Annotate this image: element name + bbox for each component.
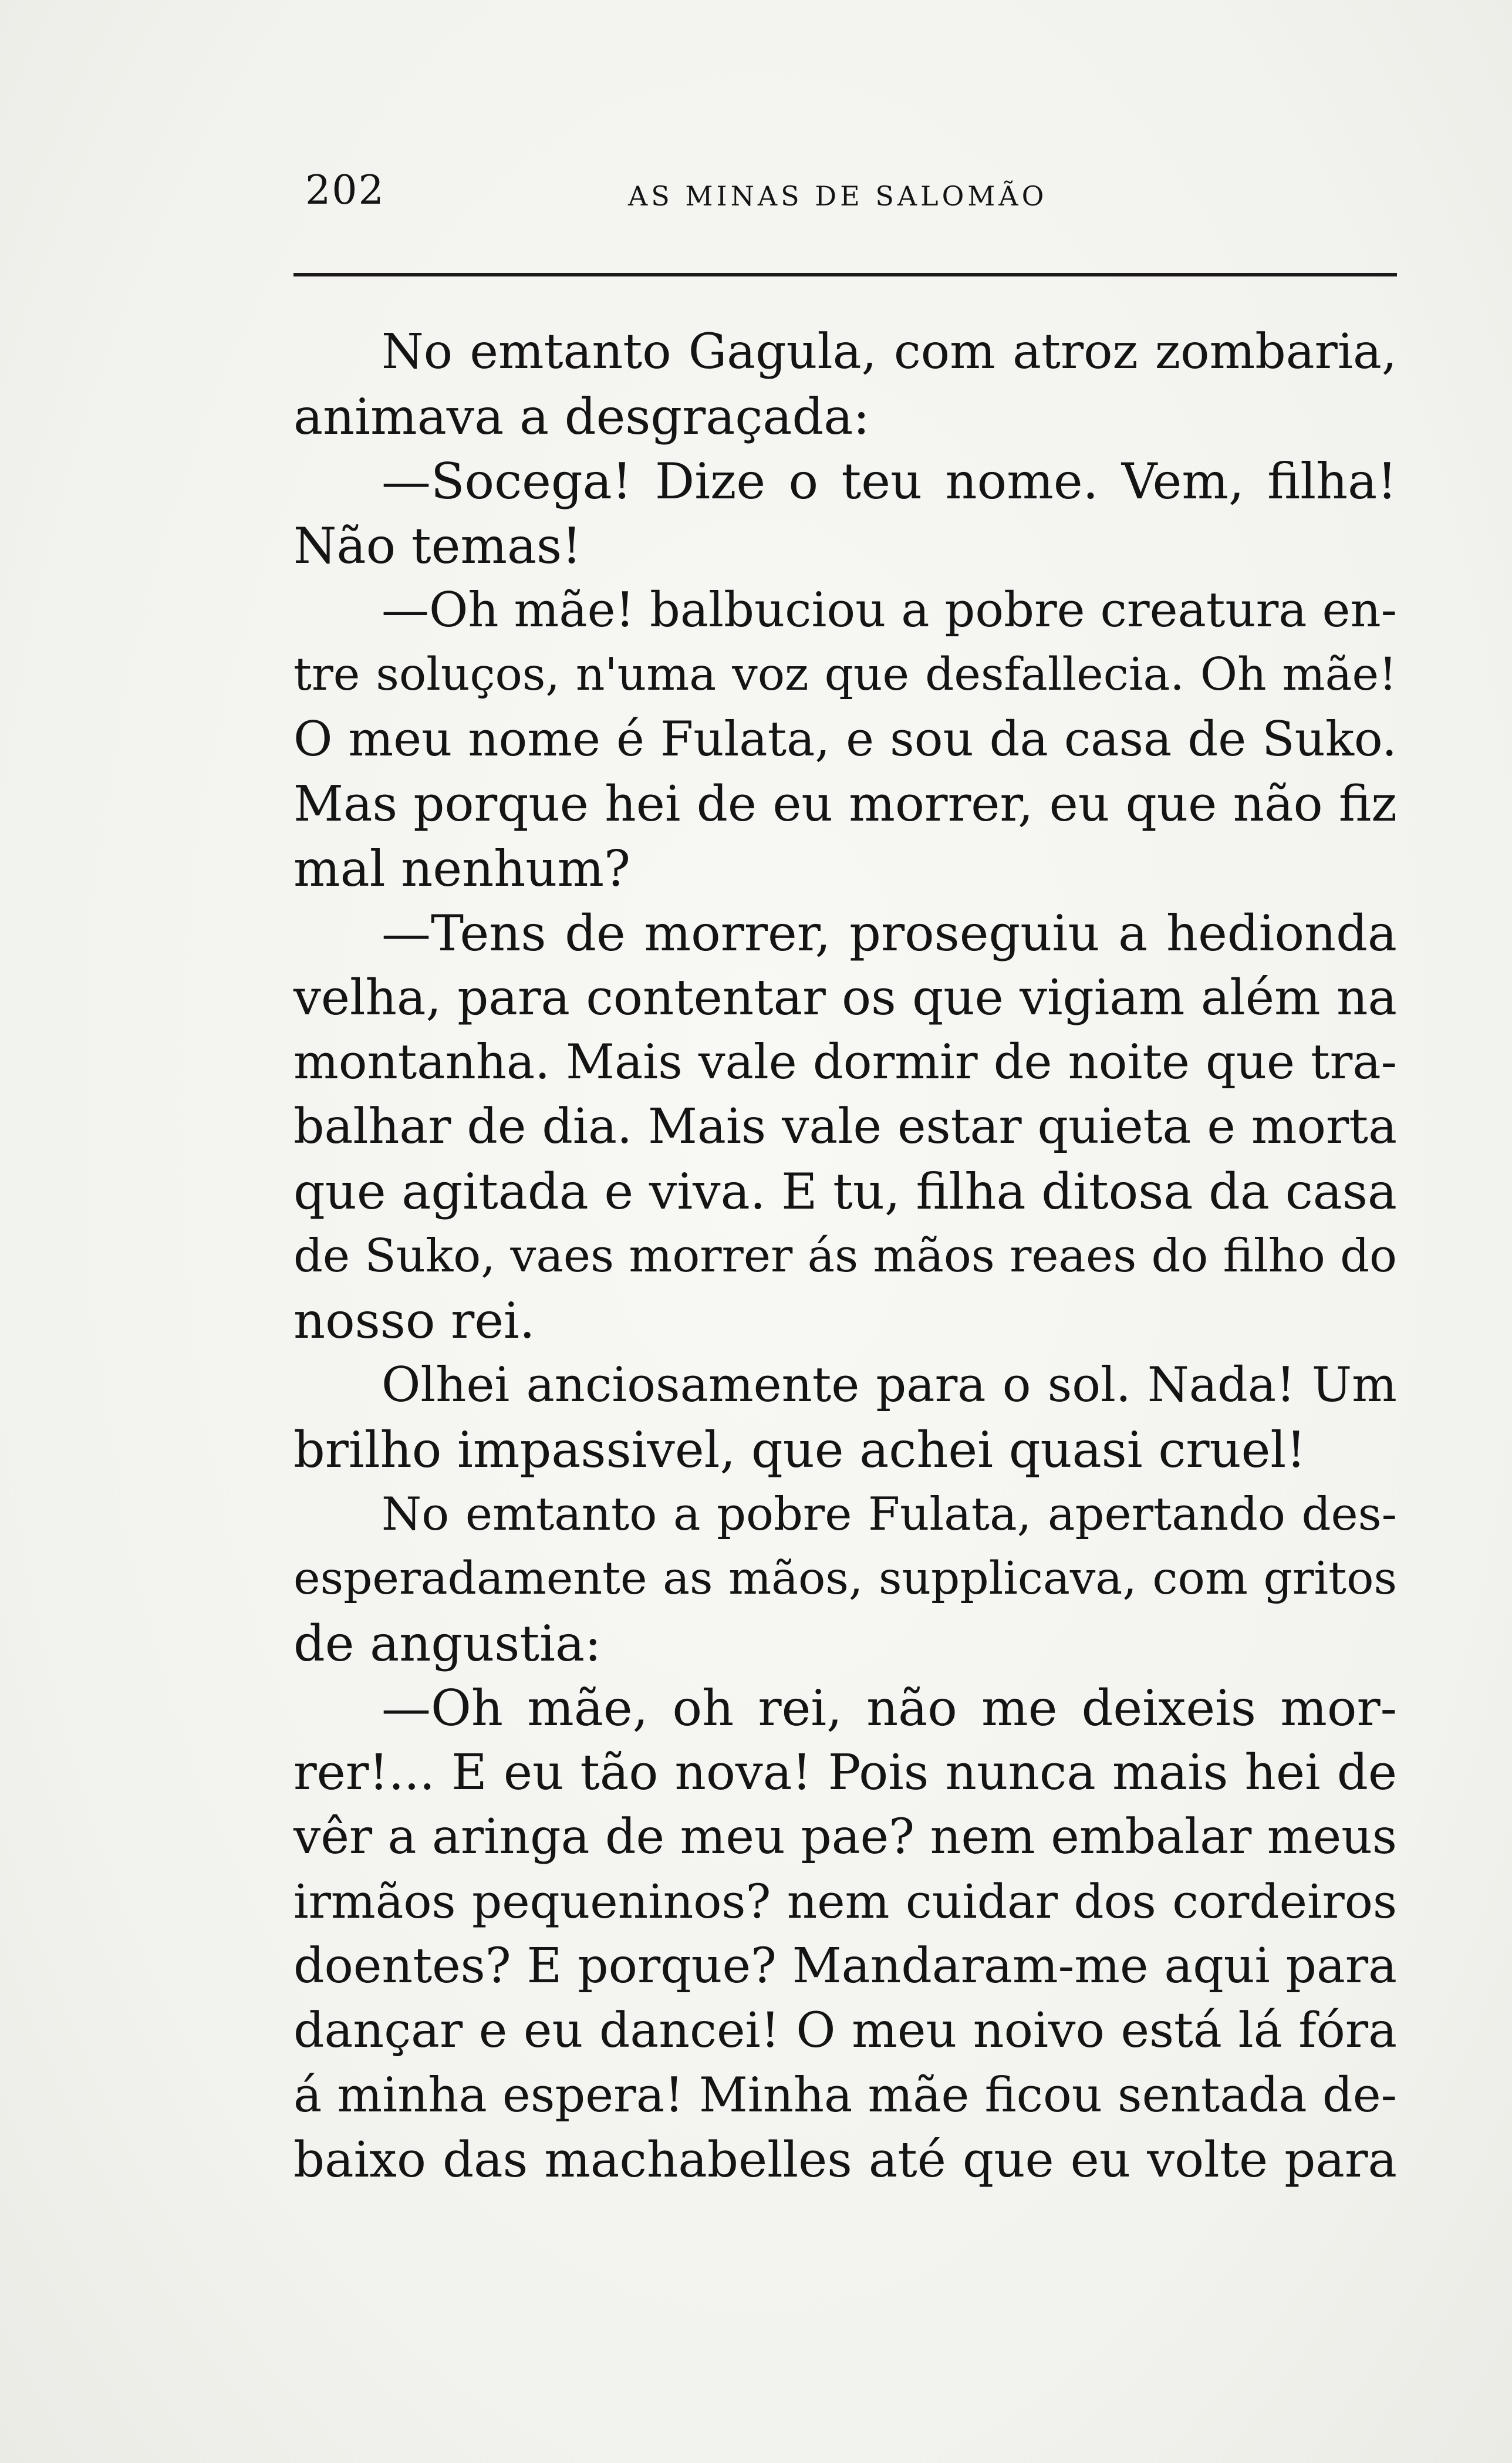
text-line: animava a desgraçada: (293, 388, 870, 446)
text-line: dançar e eu dancei! O meu noivo está lá fóra (293, 2003, 1397, 2059)
text-line: brilho impassivel, que achei quasi cruel! (293, 1421, 1306, 1479)
text-line: —Tens de morrer, proseguiu a hedionda (382, 905, 1397, 962)
text-line: balhar de dia. Mais vale estar quieta e morta (293, 1099, 1397, 1155)
text-line: No emtanto a pobre Fulata, apertando des- (382, 1488, 1397, 1541)
text-line: —Socega! Dize o teu nome. Vem, filha! (382, 453, 1397, 510)
text-line: velha, para contentar os que vigiam além na (293, 969, 1397, 1026)
text-line: de Suko, vaes morrer ás mãos reaes do filho do (293, 1230, 1397, 1283)
text-line: No emtanto Gagula, com atroz zombaria, (382, 324, 1397, 380)
text-line: á minha espera! Minha mãe ficou sentada de- (293, 2068, 1397, 2123)
text-line: esperadamente as mãos, supplicava, com gritos (293, 1553, 1397, 1605)
header-rule (293, 273, 1397, 276)
text-line: irmãos pequeninos? nem cuidar dos cordeiros (293, 1874, 1397, 1929)
text-line: O meu nome é Fulata, e sou da casa de Suko. (293, 712, 1397, 767)
text-line: rer!... E eu tão nova! Pois nunca mais hei de (293, 1744, 1397, 1801)
text-line: montanha. Mais vale dormir de noite que tra- (293, 1035, 1397, 1090)
text-line: —Oh mãe, oh rei, não me deixeis mor- (382, 1679, 1397, 1737)
text-line: tre soluços, n'uma voz que desfallecia. Oh mãe! (293, 649, 1397, 701)
page-header (299, 164, 1403, 229)
text-line: Não temas! (293, 517, 582, 575)
text-line: baixo das machabelles até que eu volte para (293, 2131, 1397, 2188)
text-line: vêr a aringa de meu pae? nem embalar meus (293, 1809, 1397, 1865)
text-line: —Oh mãe! balbuciou a pobre creatura en- (382, 583, 1397, 638)
text-line: nosso rei. (293, 1292, 535, 1349)
text-line: que agitada e viva. E tu, filha ditosa da casa (293, 1163, 1397, 1220)
body-text (293, 320, 1397, 2192)
text-line: doentes? E porque? Mandaram-me aqui para (293, 1938, 1397, 1994)
page-number: 202 (305, 167, 385, 214)
running-title: AS MINAS DE SALOMÃO (628, 180, 1048, 212)
text-line: mal nenhum? (293, 840, 631, 898)
text-line: Mas porque hei de eu morrer, eu que não fiz (293, 775, 1397, 832)
text-line: Olhei anciosamente para o sol. Nada! Um (382, 1358, 1397, 1413)
text-line: de angustia: (293, 1615, 602, 1672)
